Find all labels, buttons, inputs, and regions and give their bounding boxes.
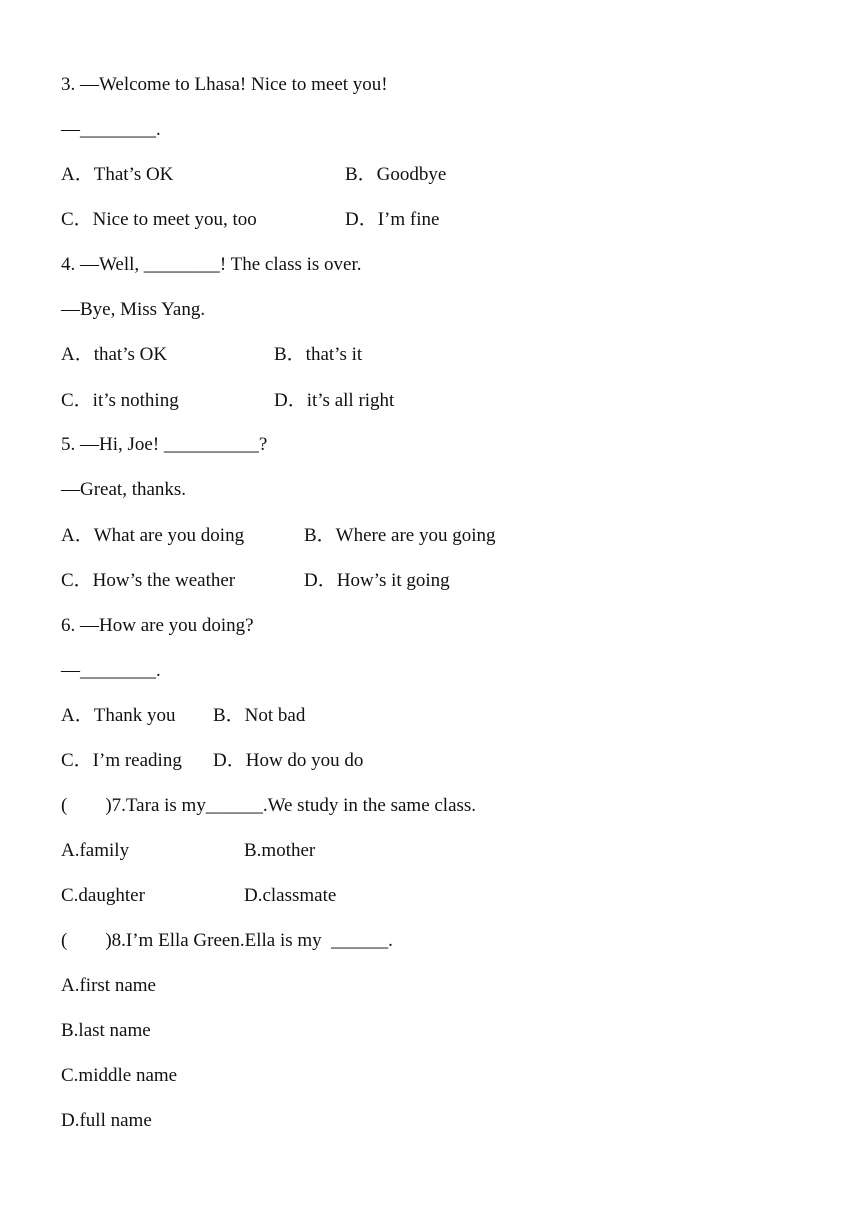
question-3-reply: —________. xyxy=(61,119,161,140)
question-6-reply: —________. xyxy=(61,660,161,681)
question-4-option-d: D．it’s all right xyxy=(274,390,395,411)
question-6-option-b: B．Not bad xyxy=(213,705,306,726)
question-6-stem: 6. —How are you doing? xyxy=(61,615,254,636)
question-5-reply: —Great, thanks. xyxy=(61,479,187,500)
question-3-stem: 3. —Welcome to Lhasa! Nice to meet you! xyxy=(61,74,388,95)
question-6-option-d: D．How do you do xyxy=(213,750,364,771)
question-4-option-b: B．that’s it xyxy=(274,344,363,365)
question-4-stem: 4. —Well, ________! The class is over. xyxy=(61,254,362,275)
question-5-option-b: B．Where are you going xyxy=(304,525,496,546)
question-8-option-a: A.first name xyxy=(61,975,156,996)
question-7-option-d: D.classmate xyxy=(244,885,337,906)
question-3-option-c: C．Nice to meet you, too xyxy=(61,209,257,230)
question-5-option-d: D．How’s it going xyxy=(304,570,450,591)
question-7-option-a: A.family xyxy=(61,840,130,861)
question-5-stem: 5. —Hi, Joe! __________? xyxy=(61,434,268,455)
question-8-option-b: B.last name xyxy=(61,1020,151,1041)
question-8-option-d: D.full name xyxy=(61,1110,152,1131)
question-7-stem: ( )7.Tara is my______.We study in the same class. xyxy=(61,795,477,816)
question-6-option-a: A．Thank you xyxy=(61,705,176,726)
question-7-option-c: C.daughter xyxy=(61,885,145,906)
question-6-option-c: C．I’m reading xyxy=(61,750,182,771)
question-3-option-a: A．That’s OK xyxy=(61,164,174,185)
question-7-option-b: B.mother xyxy=(244,840,316,861)
question-3-option-b: B．Goodbye xyxy=(345,164,447,185)
question-5-option-c: C．How’s the weather xyxy=(61,570,236,591)
question-4-option-a: A．that’s OK xyxy=(61,344,168,365)
question-8-option-c: C.middle name xyxy=(61,1065,178,1086)
question-8-stem: ( )8.I’m Ella Green.Ella is my ______. xyxy=(61,930,393,951)
question-3-option-d: D．I’m fine xyxy=(345,209,440,230)
question-4-option-c: C．it’s nothing xyxy=(61,390,179,411)
question-5-option-a: A．What are you doing xyxy=(61,525,245,546)
question-4-reply: —Bye, Miss Yang. xyxy=(61,299,206,320)
